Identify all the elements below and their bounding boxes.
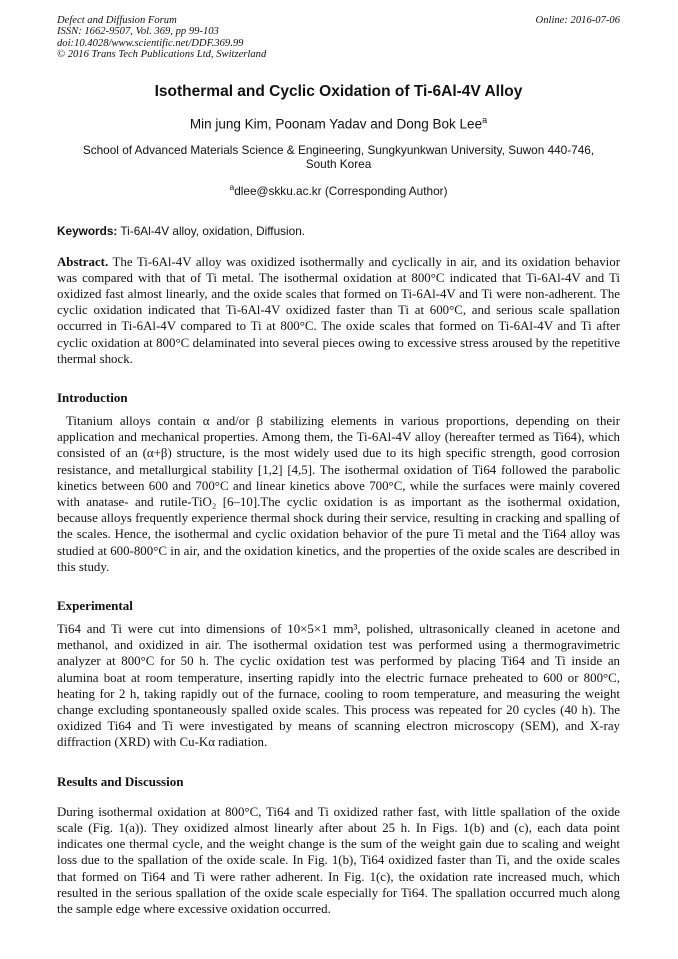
abstract-paragraph: [57, 254, 620, 367]
corresponding-email: dlee@skku.ac.kr (Corresponding Author): [234, 183, 448, 198]
journal-copyright: © 2016 Trans Tech Publications Ltd, Switzerland: [57, 48, 267, 60]
authors-line: [57, 112, 620, 133]
author-affiliation-mark: a: [482, 115, 488, 126]
paper-title: Isothermal and Cyclic Oxidation of Ti-6Al-4V Alloy: [154, 83, 523, 101]
keywords-label: Keywords:: [57, 223, 118, 238]
section-heading-introduction: Introduction: [57, 390, 128, 406]
abstract-label: Abstract.: [57, 254, 109, 269]
abstract-text: The Ti-6Al-4V alloy was oxidized isothermally and cyclically in air, and its oxidation behavior was compared with that of Ti metal. The isothermal oxidation at 800°C indicated that Ti-6Al-4V and Ti oxidized fast almost linearly, and the oxide scales that formed on Ti-6Al-4V and Ti were non-adherent. The cyclic oxidation indicated that Ti-6Al-4V oxidized faster than Ti at 600°C, and serious scale spallation occurred in Ti-6Al-4V compared to Ti at 800°C. The oxide scales that formed on Ti-6Al-4V and Ti after cyclic oxidation at 800°C delaminated into several pieces owing to excessive stress aroused by the repetitive thermal shock.: [57, 254, 620, 366]
online-date: Online: 2016-07-06: [535, 15, 620, 26]
affiliation-line-2: South Korea: [305, 157, 372, 172]
author-names: Min jung Kim, Poonam Yadav and Dong Bok Lee: [189, 116, 483, 132]
keywords-line: [57, 224, 620, 238]
section-heading-results-discussion: Results and Discussion: [57, 773, 184, 789]
results-discussion-paragraph: During isothermal oxidation at 800°C, Ti64 and Ti oxidized rather fast, with little spallation of the oxide scale (Fig. 1(a)). They oxidized almost linearly after about 25 h. In Figs. 1(b) and (c), each data point indicates one thermal cycle, and the weight change is the sum of the weight gain due to scaling and weight loss due to the spallation of the oxide scale. In Fig. 1(b), Ti64 oxidized faster than Ti, and the oxide scales that formed on Ti64 and Ti were rather adherent. In Fig. 1(c), the oxidation rate increased much, which resulted in the serious spallation of the oxide scale especially for Ti64. The spallation occurred much along the sample edge where excessive oxidation occurred.: [57, 804, 620, 916]
journal-issn-volume: ISSN: 1662-9507, Vol. 369, pp 99-103: [57, 26, 219, 38]
email-affiliation-mark: a: [229, 181, 235, 192]
affiliation-block: [57, 143, 620, 172]
journal-name: Defect and Diffusion Forum: [57, 15, 177, 26]
affiliation-line-1: School of Advanced Materials Science & Engineering, Sungkyunkwan University, Suwon 440-746,: [82, 142, 595, 157]
corresponding-email-line: [57, 182, 620, 198]
section-heading-experimental: Experimental: [57, 598, 133, 614]
introduction-paragraph: Titanium alloys contain α and/or β stabilizing elements in various proportions, depending on their application and mechanical properties. Among them, the Ti-6Al-4V alloy (hereafter termed as Ti64), which consisted of an (α+β) structure, is the most widely used due to its high specific strength, good corrosion resistance, and metallurgical stability [1,2] [4,5]. The isothermal oxidation of Ti64 followed the parabolic kinetics between 600 and 700°C and linear kinetics above 700°C, while the surfaces were mainly covered with anatase- and rutile-TiO₂ [6–10].The cyclic oxidation is as important as the isothermal oxidation, because alloys frequently experience thermal shock during their service, resulting in cracking and spalling of the scales. Hence, the isothermal and cyclic oxidation behavior of the pure Ti metal and the Ti64 alloy was studied at 600-800°C in air, and the oxidation kinetics, and the properties of the oxide scales are described in this study.: [57, 414, 620, 574]
journal-doi: doi:10.4028/www.scientific.net/DDF.369.99: [57, 37, 244, 49]
keywords-text: Ti-6Al-4V alloy, oxidation, Diffusion.: [117, 223, 306, 238]
experimental-paragraph: Ti64 and Ti were cut into dimensions of 10×5×1 mm³, polished, ultrasonically cleaned in acetone and methanol, and oxidized in air. The isothermal oxidation test was performed using a thermogravimetric analyzer at 800°C for 50 h. The cyclic oxidation test was performed by placing Ti64 and Ti inside an alumina boat at room temperature, inserting rapidly into the electric furnace preheated to 600 or 800°C, heating for 2 h, taking rapidly out of the furnace, cooling to room temperature, and measuring the weight change excluding spontaneously spalled oxide scales. This process was repeated for 20 cycles (40 h). The oxidized Ti64 and Ti were investigated by means of scanning electron microscopy (SEM), and X-ray diffraction (XRD) with Cu-Kα radiation.: [57, 622, 620, 750]
journal-header: [57, 15, 620, 60]
journal-info-block: [57, 15, 266, 60]
